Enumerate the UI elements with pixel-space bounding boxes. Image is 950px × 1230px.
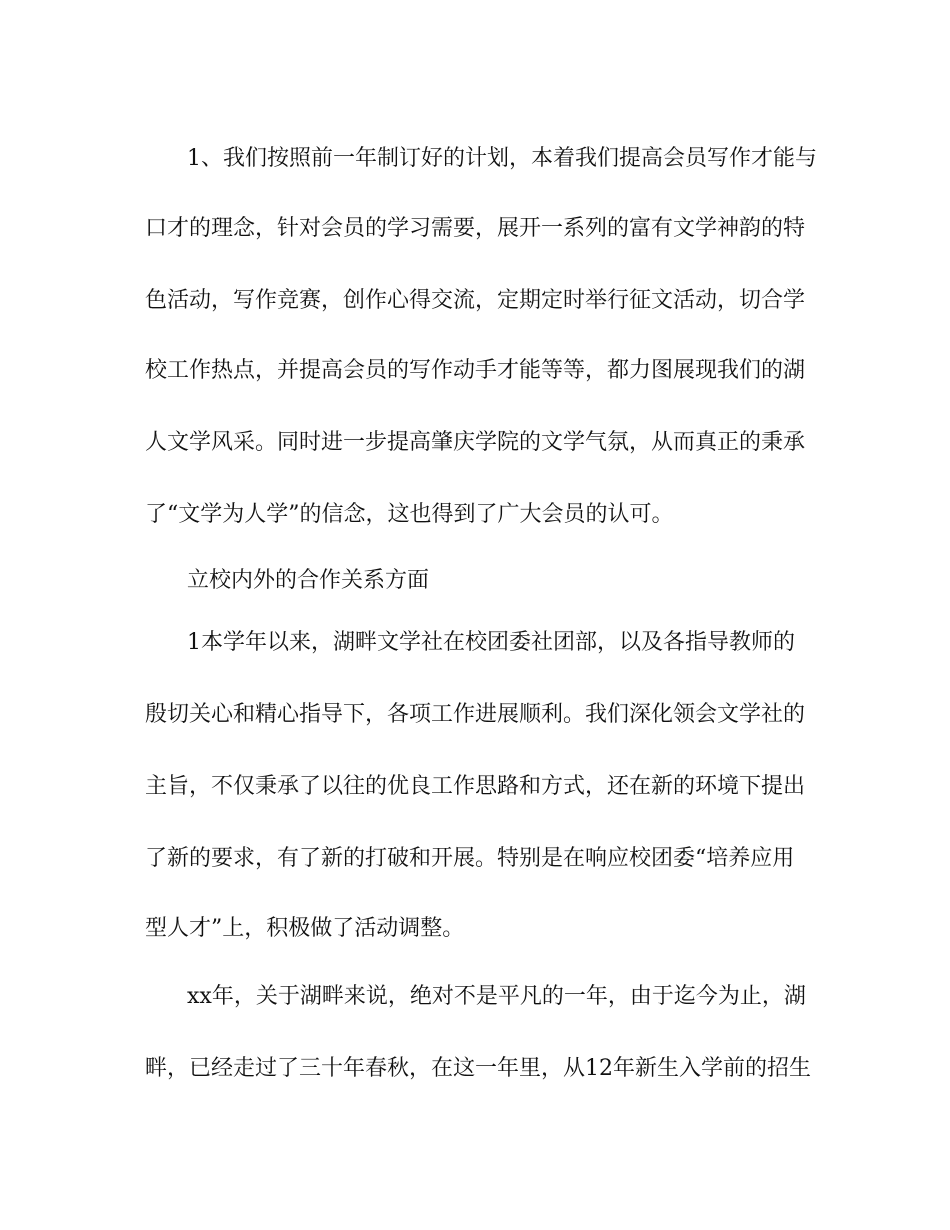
paragraph-line: 人文学风采。同时进一步提高肇庆学院的文学气氛，从而真正的秉承 — [145, 430, 806, 455]
paragraph-line: 畔，已经走过了三十年春秋，在这一年里，从12年新生入学前的招生 — [145, 1056, 811, 1081]
paragraph-line: 1、我们按照前一年制订好的计划，本着我们提高会员写作才能与 — [187, 146, 817, 171]
paragraph-line: 口才的理念，针对会员的学习需要，展开一系列的富有文学神韵的特 — [145, 216, 806, 241]
paragraph-line: 校工作热点，并提高会员的写作动手才能等等，都力图展现我们的湖 — [145, 358, 806, 383]
section-heading: 立校内外的合作关系方面 — [187, 568, 430, 593]
paragraph-line: 型人才”上，积极做了活动调整。 — [145, 916, 465, 941]
paragraph-line: 色活动，写作竞赛，创作心得交流，定期定时举行征文活动，切合学 — [145, 288, 806, 313]
paragraph-line: 了新的要求，有了新的打破和开展。特别是在响应校团委“培养应用 — [145, 846, 795, 871]
paragraph-line: 1本学年以来，湖畔文学社在校团委社团部，以及各指导教师的 — [187, 630, 795, 655]
paragraph-line: 主旨，不仅秉承了以往的优良工作思路和方式，还在新的环境下提出 — [145, 774, 806, 799]
paragraph-line: 了“文学为人学”的信念，这也得到了广大会员的认可。 — [145, 502, 674, 527]
paragraph-line: xx年，关于湖畔来说，绝对不是平凡的一年，由于迄今为止，湖 — [187, 984, 806, 1009]
paragraph-line: 殷切关心和精心指导下，各项工作进展顺利。我们深化领会文学社的 — [145, 702, 806, 727]
